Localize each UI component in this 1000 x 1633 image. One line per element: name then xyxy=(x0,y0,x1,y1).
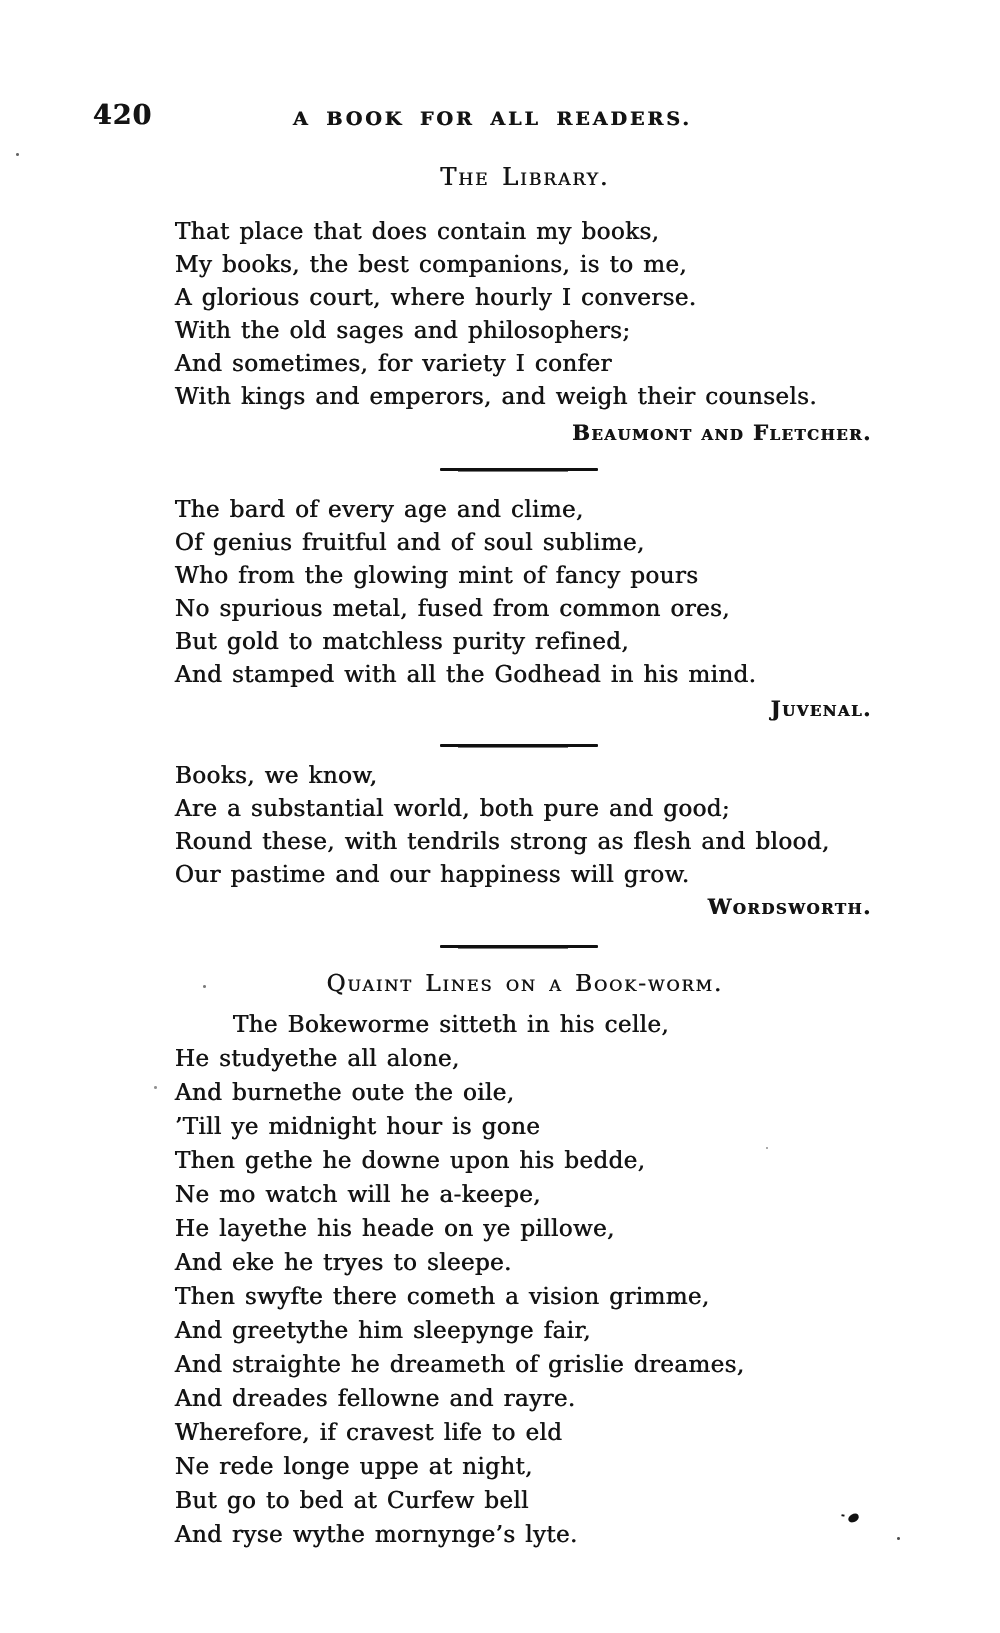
poem-line: And burnethe oute the oile, xyxy=(175,1080,515,1106)
poem-line: With kings and emperors, and weigh their counsels. xyxy=(175,384,818,410)
poem-line: And sometimes, for variety I confer xyxy=(175,351,612,377)
poem-line: And stamped with all the Godhead in his mind. xyxy=(175,662,757,688)
ink-speck xyxy=(897,1537,900,1540)
poem-line: He layethe his heade on ye pillowe, xyxy=(175,1216,615,1242)
poem-juvenal xyxy=(175,494,895,692)
ink-speck xyxy=(16,153,19,156)
section-divider xyxy=(440,468,598,471)
running-head: A BOOK FOR ALL READERS. xyxy=(293,108,692,130)
poem-wordsworth xyxy=(175,760,895,892)
poem-line: And eke he tryes to sleepe. xyxy=(175,1250,512,1276)
ink-speck xyxy=(203,985,206,988)
attribution-wordsworth: Wordsworth. xyxy=(707,894,872,919)
poem-line: A glorious court, where hourly I converse. xyxy=(175,285,697,311)
poem-line: Who from the glowing mint of fancy pours xyxy=(175,563,699,589)
poem-line: And greetythe him sleepynge fair, xyxy=(175,1318,592,1344)
poem-line: But go to bed at Curfew bell xyxy=(175,1488,529,1514)
attribution-juvenal: Juvenal. xyxy=(770,696,872,721)
poem-line: And straighte he dreameth of grislie dreames, xyxy=(175,1352,745,1378)
poem-line: Our pastime and our happiness will grow. xyxy=(175,862,690,888)
section-title-bookworm: Quaint Lines on a Book-worm. xyxy=(326,971,724,997)
ink-speck xyxy=(766,1147,768,1149)
poem-line: Books, we know, xyxy=(175,763,378,789)
poem-line: And dreades fellowne and rayre. xyxy=(175,1386,576,1412)
poem-bookworm xyxy=(175,1008,895,1552)
poem-line: With the old sages and philosophers; xyxy=(175,318,631,344)
poem-line: And ryse wythe mornynge’s lyte. xyxy=(175,1522,578,1548)
section-divider xyxy=(440,945,598,948)
section-title-library: The Library. xyxy=(440,163,610,191)
poem-line: Of genius fruitful and of soul sublime, xyxy=(175,530,645,556)
section-divider xyxy=(440,744,598,747)
poem-line: The bard of every age and clime, xyxy=(175,497,584,523)
poem-line: Ne rede longe uppe at night, xyxy=(175,1454,533,1480)
page-number: 420 xyxy=(93,100,153,131)
attribution-beaumont: Beaumont and Fletcher. xyxy=(572,420,872,445)
poem-line: Round these, with tendrils strong as flesh and blood, xyxy=(175,829,830,855)
poem-line: No spurious metal, fused from common ores, xyxy=(175,596,731,622)
ink-speck xyxy=(154,1086,157,1089)
poem-line: He studyethe all alone, xyxy=(175,1046,460,1072)
poem-line: ’Till ye midnight hour is gone xyxy=(175,1114,541,1140)
poem-line: Then gethe he downe upon his bedde, xyxy=(175,1148,646,1174)
poem-line: My books, the best companions, is to me, xyxy=(175,252,688,278)
poem-line: Ne mo watch will he a-keepe, xyxy=(175,1182,541,1208)
poem-beaumont xyxy=(175,216,895,414)
poem-line: The Bokeworme sitteth in his celle, xyxy=(233,1012,670,1038)
poem-line: Then swyfte there cometh a vision grimme, xyxy=(175,1284,710,1310)
poem-line: Are a substantial world, both pure and good; xyxy=(175,796,731,822)
poem-line: But gold to matchless purity refined, xyxy=(175,629,630,655)
poem-line: That place that does contain my books, xyxy=(175,219,660,245)
poem-line: Wherefore, if cravest life to eld xyxy=(175,1420,563,1446)
